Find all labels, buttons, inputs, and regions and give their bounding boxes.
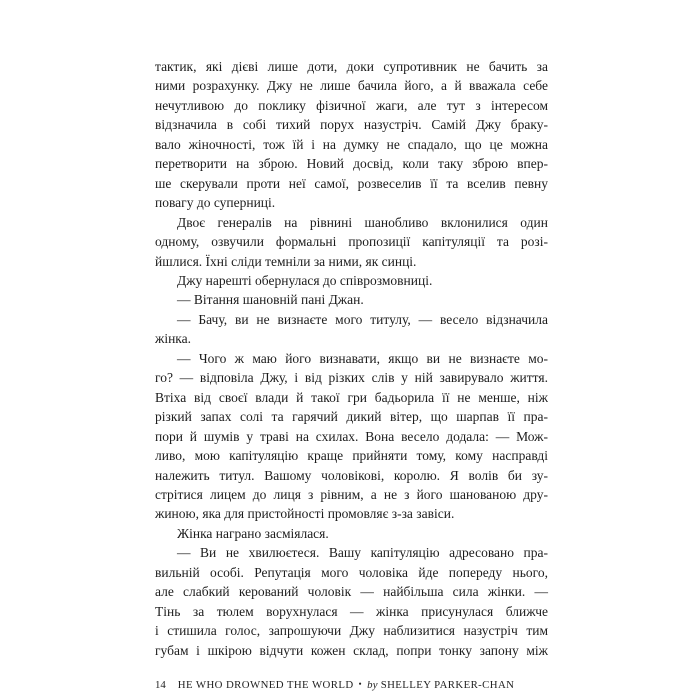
text-line: відзначила в собі тихий порух назустріч. Самій Джу браку- <box>155 117 548 133</box>
footer-separator: • <box>358 679 363 689</box>
page-number: 14 <box>155 679 166 691</box>
text-line: пори й шумів у траві на схилах. Вона весело додала: — Мож- <box>155 428 548 444</box>
page-text <box>155 57 548 660</box>
text-line: і стишила голос, запрошуючи Джу наблизитися назустріч тим <box>155 623 548 639</box>
text-line: Жінка награно засміялася. <box>177 525 329 541</box>
text-line: Тінь за тюлем ворухнулася — жінка присунулася ближче <box>155 603 548 619</box>
paragraph <box>155 543 548 660</box>
text-line: вало жіночності, тож їй і на думку не спадало, що це можна <box>155 136 548 152</box>
text-line: нечутливою до поклику фізичної жаги, але тут з інтересом <box>155 97 548 113</box>
paragraph <box>155 349 548 524</box>
page-footer <box>155 679 548 691</box>
text-line: жінка. <box>155 331 192 347</box>
text-line: ливо, мою капітуляцію краще прийняти тому, кому насправді <box>155 448 548 464</box>
text-line: вильній особі. Репутація мого чоловіка йде попереду нього, <box>155 564 548 580</box>
text-line: перетворити на зброю. Новий досвід, коли таку зброю впер- <box>155 156 548 172</box>
paragraph <box>155 213 548 271</box>
text-line: повагу до суперниці. <box>155 195 276 211</box>
text-line: — Бачу, ви не визнаєте мого титулу, — весело відзначила <box>177 311 548 327</box>
text-line: Джу нарешті обернулася до співрозмовниці. <box>177 272 433 288</box>
paragraph <box>155 271 548 290</box>
text-line: Двоє генералів на рівнині шанобливо вклонилися один <box>177 214 548 230</box>
text-line: ше скерували проти неї самої, розвеселив її та вселив певну <box>155 175 548 191</box>
text-line: — Вітання шановній пані Джан. <box>177 292 364 308</box>
footer-author: SHELLEY PARKER-CHAN <box>380 679 515 691</box>
text-line: йшлися. Їхні сліди темніли за ними, як синці. <box>155 253 417 269</box>
paragraph <box>155 524 548 543</box>
text-line: стрітися лицем до лиця з рівним, а не з його шанованою дру- <box>155 486 548 502</box>
paragraph <box>155 290 548 309</box>
text-line: ними розрахунку. Джу не лише бачила його, а й вважала себе <box>155 78 548 94</box>
text-line: — Чого ж маю його визнавати, якщо ви не визнаєте мо- <box>177 350 548 366</box>
text-line: го? — відповіла Джу, і від різких слів у ній завирувало життя. <box>155 370 548 386</box>
paragraph <box>155 310 548 349</box>
text-line: жиною, яка для пристойності промовляє з-за завіси. <box>155 506 455 522</box>
paragraph <box>155 57 548 213</box>
footer-by-prefix: by <box>367 679 378 691</box>
text-line: одному, озвучили формальні пропозиції капітуляції та розі- <box>155 234 548 250</box>
text-line: але слабкий керований чоловік — найбільша сила жінки. — <box>155 584 548 600</box>
text-line: належить титул. Вашому чоловікові, королю. Я волів би зу- <box>155 467 548 483</box>
text-line: губам і шкірою відчути кожен склад, попри тонку запону між <box>155 642 548 658</box>
footer-byline <box>367 679 514 691</box>
text-line: тактик, які дієві лише доти, доки супротивник не бачить за <box>155 59 548 74</box>
text-line: Втіха від своєї влади й такої гри бадьорила її не менше, ніж <box>155 389 548 405</box>
footer-book-title: HE WHO DROWNED THE WORLD <box>177 679 354 691</box>
text-line: різкий запах солі та гарячий дикий вітер, що шарпав її пра- <box>155 409 548 425</box>
text-line: — Ви не хвилюєтеся. Вашу капітуляцію адресовано пра- <box>177 545 548 561</box>
